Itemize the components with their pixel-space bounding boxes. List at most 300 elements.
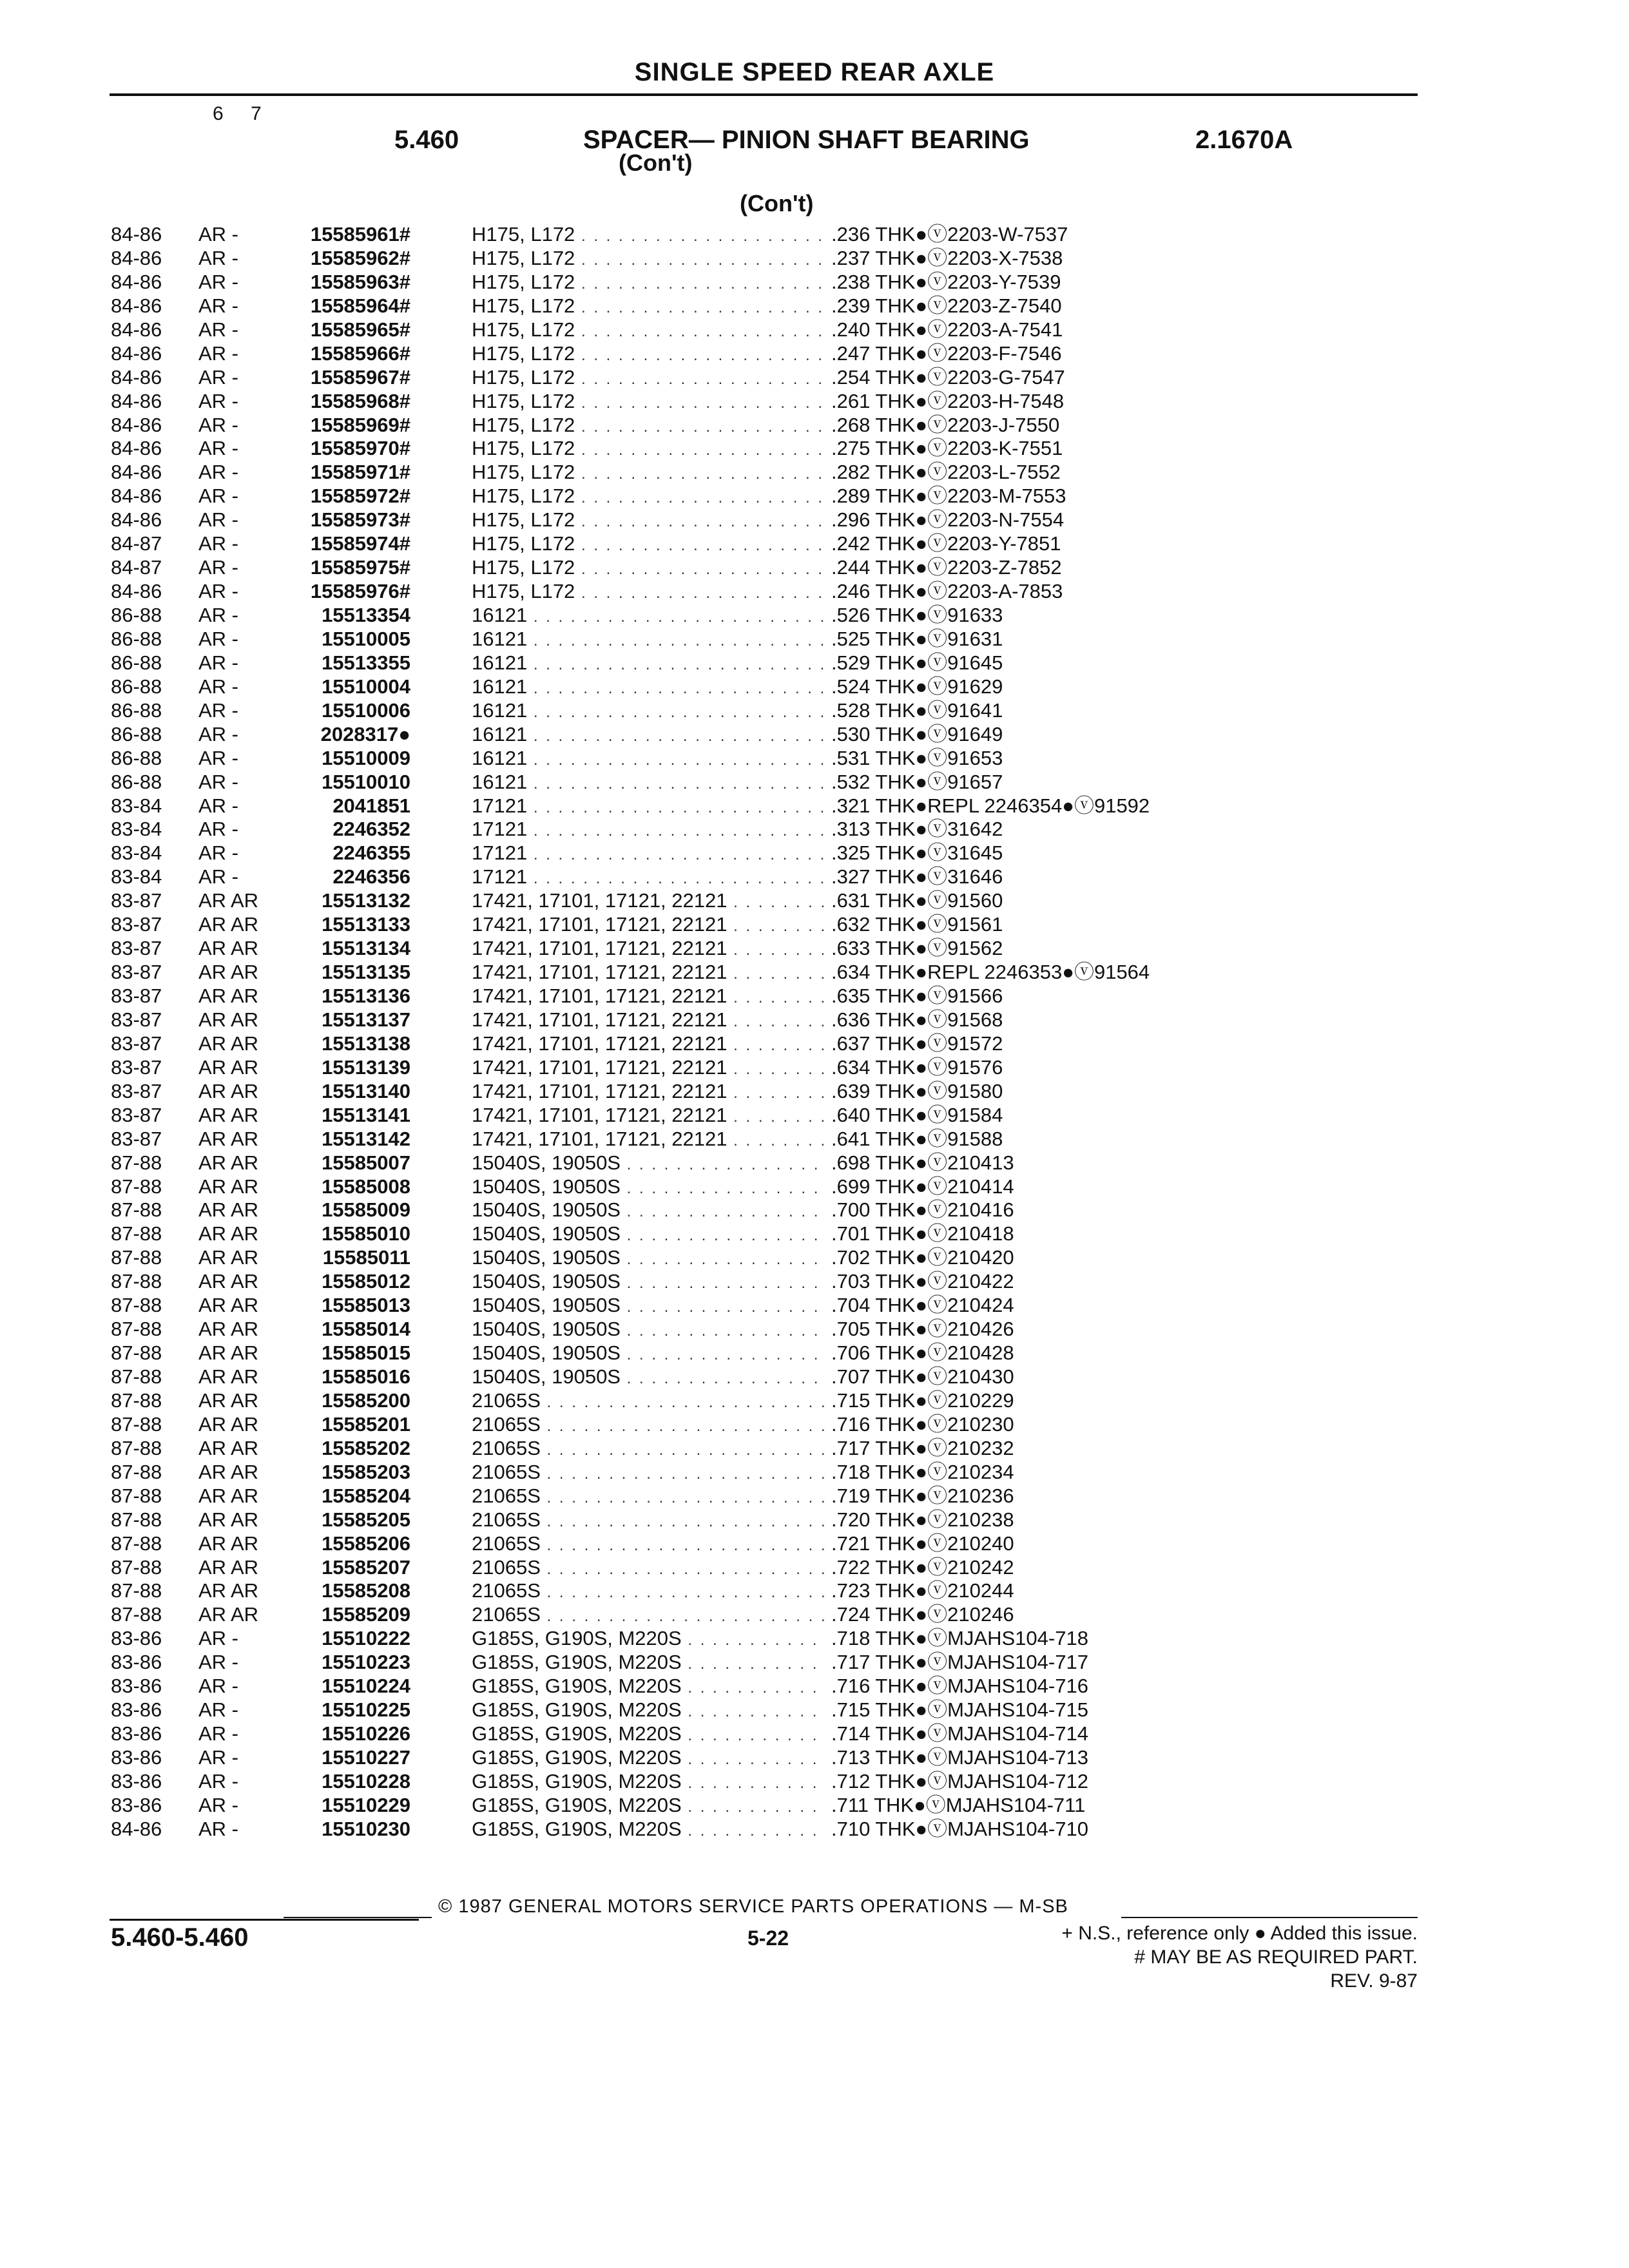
year-range: 84-86: [111, 365, 162, 389]
application: H175, L172 . . .: [472, 223, 942, 248]
application: H175, L172 . . .: [472, 485, 942, 510]
year-range: 84-86: [111, 580, 162, 603]
description: .699 THK●ⓥ210414: [826, 1175, 1014, 1198]
application: H175, L172 . . .: [472, 342, 942, 367]
year-range: 87-88: [111, 1484, 162, 1507]
description: .715 THK●ⓥ210229: [826, 1389, 1014, 1412]
year-range: 84-86: [111, 246, 162, 269]
part-number: 15510229: [322, 1793, 410, 1816]
quantity: AR -: [198, 318, 238, 341]
part-number: 15585200: [322, 1389, 410, 1412]
description: .712 THK●ⓥMJAHS104-712: [826, 1770, 1088, 1793]
application: H175, L172 . . .: [472, 318, 942, 343]
part-number: 15513354: [322, 604, 410, 626]
application: 16121 . . .: [472, 747, 942, 772]
quantity: AR AR: [198, 1008, 259, 1031]
quantity: AR AR: [198, 1151, 259, 1174]
year-range: 83-87: [111, 1079, 162, 1102]
year-range: 83-86: [111, 1769, 162, 1792]
revision: REV. 9-87: [1330, 1970, 1418, 1992]
description: .637 THK●ⓥ91572: [826, 1032, 1003, 1055]
part-number: 15513139: [322, 1055, 410, 1079]
application: 17421, 17101, 17121, 22121 . . .: [472, 1008, 942, 1033]
part-number: 15585967#: [310, 365, 410, 389]
part-number: 15585011: [322, 1246, 410, 1269]
part-number: 15585976#: [310, 580, 410, 603]
part-number: 15585008: [322, 1175, 410, 1198]
part-number: 15585206: [322, 1532, 410, 1555]
year-range: 86-88: [111, 746, 162, 769]
application: H175, L172 . . .: [472, 508, 942, 533]
application: 15040S, 19050S . . .: [472, 1365, 942, 1390]
table-row: [111, 889, 1271, 913]
description: .724 THK●ⓥ210246: [826, 1603, 1014, 1626]
description: .641 THK●ⓥ91588: [826, 1128, 1003, 1151]
description: .723 THK●ⓥ210244: [826, 1579, 1014, 1602]
description: .528 THK●ⓥ91641: [826, 699, 1003, 722]
quantity: AR -: [198, 865, 238, 889]
description: .524 THK●ⓥ91629: [826, 675, 1003, 698]
part-number: 2041851: [333, 794, 410, 817]
description: .717 THK●ⓥ210232: [826, 1437, 1014, 1460]
part-number: 15585968#: [310, 389, 410, 412]
description: .722 THK●ⓥ210242: [826, 1556, 1014, 1579]
quantity: AR -: [198, 270, 238, 293]
quantity: AR AR: [198, 1055, 259, 1079]
part-number: 15513135: [322, 961, 410, 984]
application: 17121 . . .: [472, 794, 942, 820]
year-range: 87-88: [111, 1412, 162, 1436]
year-range: 84-86: [111, 461, 162, 484]
part-number: 15510228: [322, 1769, 410, 1792]
table-row: [111, 366, 1271, 390]
part-number: 15585012: [322, 1270, 410, 1293]
application: H175, L172 . . .: [472, 437, 942, 462]
part-number: 15510225: [322, 1698, 410, 1722]
year-range: 87-88: [111, 1246, 162, 1269]
table-row: [111, 1151, 1271, 1175]
year-range: 84-86: [111, 485, 162, 508]
table-row: [111, 1222, 1271, 1246]
description: .633 THK●ⓥ91562: [826, 937, 1003, 960]
table-row: [111, 604, 1271, 628]
part-number: 15513141: [322, 1103, 410, 1126]
year-range: 83-87: [111, 961, 162, 984]
table-row: [111, 1556, 1271, 1580]
description: .701 THK●ⓥ210418: [826, 1222, 1014, 1245]
part-number: 15585013: [322, 1294, 410, 1317]
description: .716 THK●ⓥ210230: [826, 1413, 1014, 1436]
quantity: AR AR: [198, 1341, 259, 1365]
part-number: 15585204: [322, 1484, 410, 1507]
part-number: 15513134: [322, 937, 410, 960]
application: 17121 . . .: [472, 818, 942, 843]
application: 15040S, 19050S . . .: [472, 1294, 942, 1319]
section-title: SPACER— PINION SHAFT BEARING: [583, 126, 1030, 154]
year-range: 83-87: [111, 1103, 162, 1126]
part-number: 15513142: [322, 1127, 410, 1150]
table-row: [111, 675, 1271, 699]
footer-note: + N.S., reference only ● Added this issue.: [1061, 1923, 1418, 1944]
year-range: 87-88: [111, 1318, 162, 1341]
application: G185S, G190S, M220S . . .: [472, 1627, 942, 1652]
description: .327 THK●ⓥ31646: [826, 865, 1003, 889]
quantity: AR AR: [198, 1460, 259, 1483]
quantity: AR AR: [198, 985, 259, 1007]
year-range: 84-87: [111, 556, 162, 579]
year-range: 87-88: [111, 1603, 162, 1626]
table-row: [111, 1413, 1271, 1437]
column-markers: [213, 103, 284, 125]
year-range: 83-86: [111, 1675, 162, 1698]
footer-rule: [1121, 1917, 1418, 1918]
quantity: AR -: [198, 627, 238, 650]
table-row: [111, 1485, 1271, 1508]
table-row: [111, 1080, 1271, 1104]
year-range: 83-84: [111, 794, 162, 817]
application: 17421, 17101, 17121, 22121 . . .: [472, 913, 942, 938]
quantity: AR -: [198, 246, 238, 269]
table-row: [111, 818, 1271, 841]
quantity: AR AR: [198, 1389, 259, 1412]
description: .261 THK●ⓥ2203-H-7548: [826, 390, 1064, 413]
description: .635 THK●ⓥ91566: [826, 985, 1003, 1008]
quantity: AR -: [198, 1675, 238, 1698]
part-number: 15585966#: [310, 341, 410, 365]
quantity: AR -: [198, 1746, 238, 1769]
part-number: 15510005: [322, 627, 410, 650]
application: 21065S . . .: [472, 1389, 942, 1414]
part-number: 15585009: [322, 1198, 410, 1222]
section-number: 5.460: [394, 126, 459, 154]
quantity: AR AR: [198, 1198, 259, 1222]
table-row: [111, 1746, 1271, 1770]
description: .706 THK●ⓥ210428: [826, 1341, 1014, 1365]
quantity: AR AR: [198, 913, 259, 936]
year-range: 84-86: [111, 341, 162, 365]
table-row: [111, 1437, 1271, 1461]
application: G185S, G190S, M220S . . .: [472, 1722, 942, 1747]
application: 17421, 17101, 17121, 22121 . . .: [472, 889, 942, 914]
application: 16121 . . .: [472, 604, 942, 629]
table-row: [111, 1389, 1271, 1413]
part-number: 15510006: [322, 698, 410, 722]
quantity: AR -: [198, 841, 238, 865]
application: 15040S, 19050S . . .: [472, 1198, 942, 1224]
application: 16121 . . .: [472, 651, 942, 677]
part-number: 15585971#: [310, 461, 410, 484]
description: .710 THK●ⓥMJAHS104-710: [826, 1818, 1088, 1841]
description: .702 THK●ⓥ210420: [826, 1246, 1014, 1269]
column-marker: 7: [251, 103, 262, 124]
quantity: AR -: [198, 698, 238, 722]
application: 15040S, 19050S . . .: [472, 1270, 942, 1295]
quantity: AR -: [198, 604, 238, 626]
quantity: AR AR: [198, 1484, 259, 1507]
year-range: 86-88: [111, 722, 162, 745]
year-range: 84-86: [111, 223, 162, 245]
description: .244 THK●ⓥ2203-Z-7852: [826, 556, 1062, 579]
quantity: AR AR: [198, 1103, 259, 1126]
quantity: AR -: [198, 508, 238, 532]
quantity: AR AR: [198, 1555, 259, 1579]
description: .532 THK●ⓥ91657: [826, 771, 1003, 794]
table-row: [111, 1008, 1271, 1032]
table-row: [111, 937, 1271, 961]
table-row: [111, 1818, 1271, 1841]
part-number: 2246352: [333, 818, 410, 841]
quantity: AR AR: [198, 1079, 259, 1102]
part-number: 15585007: [322, 1151, 410, 1174]
year-range: 83-87: [111, 1055, 162, 1079]
table-row: [111, 1722, 1271, 1746]
description: .719 THK●ⓥ210236: [826, 1485, 1014, 1508]
year-range: 87-88: [111, 1365, 162, 1388]
part-number: 15585208: [322, 1579, 410, 1602]
application: 17421, 17101, 17121, 22121 . . .: [472, 1056, 942, 1081]
table-row: [111, 794, 1271, 818]
description: .321 THK●REPL 2246354●ⓥ91592: [826, 794, 1150, 818]
table-row: [111, 1698, 1271, 1722]
description: .238 THK●ⓥ2203-Y-7539: [826, 271, 1061, 294]
table-row: [111, 437, 1271, 461]
description: .526 THK●ⓥ91633: [826, 604, 1003, 627]
copyright: © 1987 GENERAL MOTORS SERVICE PARTS OPERATIONS — M-SB: [438, 1896, 1068, 1917]
application: H175, L172 . . .: [472, 461, 942, 486]
table-row: [111, 1794, 1271, 1818]
quantity: AR AR: [198, 1318, 259, 1341]
part-number: 15585965#: [310, 318, 410, 341]
quantity: AR -: [198, 675, 238, 698]
table-row: [111, 556, 1271, 580]
quantity: AR AR: [198, 1222, 259, 1245]
part-number: 15510226: [322, 1722, 410, 1745]
description: .718 THK●ⓥ210234: [826, 1461, 1014, 1484]
year-range: 84-86: [111, 437, 162, 460]
table-row: [111, 1508, 1271, 1532]
quantity: AR AR: [198, 1294, 259, 1317]
table-row: [111, 913, 1271, 937]
application: H175, L172 . . .: [472, 390, 942, 415]
application: 16121 . . .: [472, 628, 942, 653]
quantity: AR AR: [198, 937, 259, 960]
part-number: 15585010: [322, 1222, 410, 1245]
quantity: AR -: [198, 1651, 238, 1674]
year-range: 84-86: [111, 1817, 162, 1840]
description: .325 THK●ⓥ31645: [826, 841, 1003, 865]
table-row: [111, 532, 1271, 556]
application: G185S, G190S, M220S . . .: [472, 1818, 942, 1843]
quantity: AR -: [198, 532, 238, 555]
table-row: [111, 1198, 1271, 1222]
year-range: 87-88: [111, 1508, 162, 1531]
description: .718 THK●ⓥMJAHS104-718: [826, 1627, 1088, 1650]
quantity: AR -: [198, 389, 238, 412]
description: .707 THK●ⓥ210430: [826, 1365, 1014, 1389]
description: .720 THK●ⓥ210238: [826, 1508, 1014, 1532]
part-number: 15585973#: [310, 508, 410, 532]
quantity: AR -: [198, 437, 238, 460]
quantity: AR AR: [198, 1603, 259, 1626]
quantity: AR -: [198, 341, 238, 365]
application: 15040S, 19050S . . .: [472, 1222, 942, 1247]
year-range: 87-88: [111, 1389, 162, 1412]
year-range: 87-88: [111, 1222, 162, 1245]
application: 17421, 17101, 17121, 22121 . . .: [472, 1032, 942, 1057]
application: H175, L172 . . .: [472, 556, 942, 581]
year-range: 83-84: [111, 841, 162, 865]
description: .254 THK●ⓥ2203-G-7547: [826, 366, 1065, 389]
description: .700 THK●ⓥ210416: [826, 1198, 1014, 1222]
application: G185S, G190S, M220S . . .: [472, 1698, 942, 1724]
footer-note: # MAY BE AS REQUIRED PART.: [1134, 1946, 1418, 1968]
footer-notes: [967, 1921, 1418, 1993]
description: .246 THK●ⓥ2203-A-7853: [826, 580, 1063, 603]
table-row: [111, 1651, 1271, 1675]
quantity: AR AR: [198, 1175, 259, 1198]
year-range: 84-86: [111, 413, 162, 436]
header-rule: [110, 93, 1418, 96]
description: .714 THK●ⓥMJAHS104-714: [826, 1722, 1088, 1745]
description: .636 THK●ⓥ91568: [826, 1008, 1003, 1032]
description: .289 THK●ⓥ2203-M-7553: [826, 485, 1066, 508]
table-row: [111, 747, 1271, 771]
table-row: [111, 1675, 1271, 1698]
table-row: [111, 1365, 1271, 1389]
application: H175, L172 . . .: [472, 271, 942, 296]
year-range: 83-87: [111, 889, 162, 912]
part-number: 15585972#: [310, 485, 410, 508]
year-range: 87-88: [111, 1341, 162, 1365]
quantity: AR -: [198, 770, 238, 793]
description: .529 THK●ⓥ91645: [826, 651, 1003, 675]
year-range: 84-87: [111, 532, 162, 555]
application: 21065S . . .: [472, 1413, 942, 1438]
part-number: 15510010: [322, 770, 410, 793]
year-range: 87-88: [111, 1175, 162, 1198]
section-title-cont: (Con't): [619, 149, 693, 176]
part-number: 15585970#: [310, 437, 410, 460]
description: .242 THK●ⓥ2203-Y-7851: [826, 532, 1061, 555]
quantity: AR AR: [198, 1127, 259, 1150]
quantity: AR -: [198, 746, 238, 769]
year-range: 86-88: [111, 698, 162, 722]
quantity: AR AR: [198, 1270, 259, 1293]
part-number: 2246355: [333, 841, 410, 865]
year-range: 87-88: [111, 1198, 162, 1222]
year-range: 86-88: [111, 770, 162, 793]
table-row: [111, 1270, 1271, 1294]
application: H175, L172 . . .: [472, 366, 942, 391]
table-row: [111, 342, 1271, 366]
table-row: [111, 1603, 1271, 1627]
application: H175, L172 . . .: [472, 532, 942, 557]
description: .713 THK●ⓥMJAHS104-713: [826, 1746, 1088, 1769]
year-range: 83-84: [111, 865, 162, 889]
year-range: 84-86: [111, 508, 162, 532]
quantity: AR -: [198, 556, 238, 579]
year-range: 86-88: [111, 675, 162, 698]
description: .236 THK●ⓥ2203-W-7537: [826, 223, 1068, 246]
year-range: 87-88: [111, 1294, 162, 1317]
year-range: 83-87: [111, 985, 162, 1007]
application: H175, L172 . . .: [472, 247, 942, 272]
description: .525 THK●ⓥ91631: [826, 628, 1003, 651]
description: .632 THK●ⓥ91561: [826, 913, 1003, 936]
quantity: AR -: [198, 461, 238, 484]
part-number: 15585961#: [310, 223, 410, 245]
table-row: [111, 318, 1271, 342]
part-number: 15510222: [322, 1627, 410, 1650]
part-number: 15585964#: [310, 294, 410, 317]
application: G185S, G190S, M220S . . .: [472, 1746, 942, 1771]
table-row: [111, 1128, 1271, 1151]
description: .275 THK●ⓥ2203-K-7551: [826, 437, 1063, 460]
quantity: AR -: [198, 1722, 238, 1745]
quantity: AR -: [198, 722, 238, 745]
quantity: AR -: [198, 365, 238, 389]
description: .237 THK●ⓥ2203-X-7538: [826, 247, 1063, 270]
quantity: AR -: [198, 223, 238, 245]
quantity: AR AR: [198, 1579, 259, 1602]
quantity: AR AR: [198, 961, 259, 984]
table-row: [111, 841, 1271, 865]
part-number: 15585203: [322, 1460, 410, 1483]
table-row: [111, 580, 1271, 604]
application: 17121 . . .: [472, 841, 942, 867]
part-number: 15513140: [322, 1079, 410, 1102]
part-number: 15510004: [322, 675, 410, 698]
quantity: AR -: [198, 1627, 238, 1650]
year-range: 87-88: [111, 1151, 162, 1174]
column-marker: 6: [213, 103, 224, 124]
table-row: [111, 628, 1271, 651]
table-row: [111, 390, 1271, 414]
year-range: 83-86: [111, 1651, 162, 1674]
year-range: 84-86: [111, 270, 162, 293]
section-range: 5.460-5.460: [111, 1923, 249, 1952]
part-number: 15510230: [322, 1817, 410, 1840]
quantity: AR -: [198, 818, 238, 841]
part-number: 15585975#: [310, 556, 410, 579]
application: 15040S, 19050S . . .: [472, 1341, 942, 1367]
part-number: 15510227: [322, 1746, 410, 1769]
table-row: [111, 1294, 1271, 1318]
table-row: [111, 1175, 1271, 1199]
description: .698 THK●ⓥ210413: [826, 1151, 1014, 1175]
part-number: 15585209: [322, 1603, 410, 1626]
description: .717 THK●ⓥMJAHS104-717: [826, 1651, 1088, 1674]
application: H175, L172 . . .: [472, 580, 942, 605]
quantity: AR -: [198, 485, 238, 508]
page-number: 5-22: [747, 1927, 789, 1950]
application: 17421, 17101, 17121, 22121 . . .: [472, 1104, 942, 1129]
year-range: 83-87: [111, 1032, 162, 1055]
description: .268 THK●ⓥ2203-J-7550: [826, 414, 1059, 437]
table-row: [111, 1318, 1271, 1341]
description: .715 THK●ⓥMJAHS104-715: [826, 1698, 1088, 1722]
quantity: AR -: [198, 294, 238, 317]
application: 16121 . . .: [472, 771, 942, 796]
table-row: [111, 1532, 1271, 1556]
table-row: [111, 1104, 1271, 1128]
year-range: 83-86: [111, 1698, 162, 1722]
application: G185S, G190S, M220S . . .: [472, 1770, 942, 1795]
quantity: AR AR: [198, 1032, 259, 1055]
table-row: [111, 1246, 1271, 1270]
part-number: 15513138: [322, 1032, 410, 1055]
application: 15040S, 19050S . . .: [472, 1318, 942, 1343]
